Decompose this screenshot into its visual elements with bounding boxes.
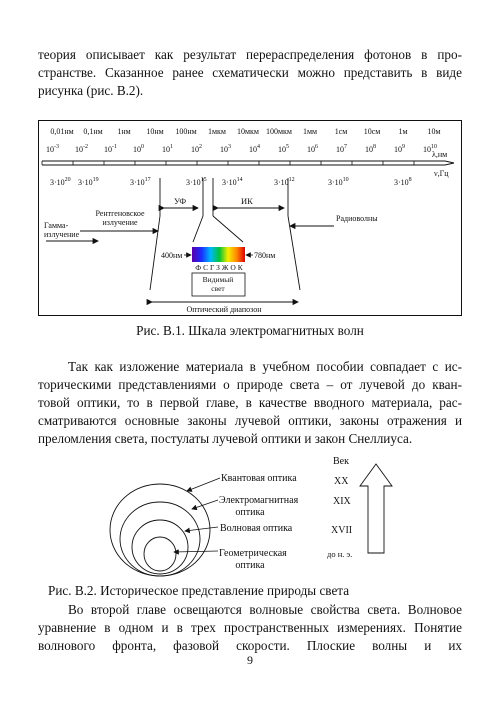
wavelength-power-label: $10^4$: [249, 144, 260, 154]
frequency-label: $3\cdot 10^{12}$: [274, 177, 295, 187]
century-header: Век: [333, 456, 349, 467]
wavelength-power-label: $10^5$: [278, 144, 289, 154]
wavelength-label: 1мм: [302, 127, 318, 136]
visible-label-1: Видимый: [202, 275, 234, 284]
xray-label-2: излучение: [102, 218, 138, 227]
frequency-label: $3\cdot 10^{20}$: [50, 177, 71, 187]
geometric-optics-label-2: оптика: [235, 560, 265, 571]
wavelength-power-label: $10^7$: [336, 144, 347, 154]
frequency-label: $3\cdot 10^{17}$: [130, 177, 151, 187]
text-line: Так как изложение материала в учебном пособии совпадает с ис-: [68, 359, 462, 374]
text-line: товой оптики, то в первой главе, в качестве вводного материала, рас-: [38, 395, 462, 410]
wavelength-power-label: $10^{-1}$: [104, 144, 117, 154]
bottom-paragraph: [38, 601, 462, 655]
wavelength-power-label: $10^2$: [191, 144, 202, 154]
wavelength-power-label: $10^6$: [307, 144, 318, 154]
optical-range-label: Оптический диапозон: [186, 305, 262, 314]
wavelength-power-label: $10^8$: [365, 144, 376, 154]
wavelength-power-label: $10^9$: [394, 144, 405, 154]
wavelength-label: 1см: [334, 127, 348, 136]
gamma-label-2: излучение: [44, 230, 80, 239]
text-line: уравнение в одном и в трех пространственных измерениях. Понятие: [38, 620, 462, 635]
frequency-label: $3\cdot 10^{10}$: [328, 177, 349, 187]
wavelength-power-label: $10^{10}$: [423, 144, 437, 154]
lambda-unit: λ,нм: [432, 150, 448, 159]
text-line: рисунка (рис. В.2).: [38, 83, 144, 98]
wavelength-label: 10см: [363, 127, 381, 136]
text-line: странстве. Сказанное ранее схематически можно представить в виде: [38, 65, 462, 80]
wavelength-label: 1м: [398, 127, 408, 136]
century-xix: XIX: [333, 496, 351, 507]
figure2-caption: Рис. В.2. Историческое представление природы света: [48, 583, 350, 598]
ir-label: ИК: [241, 196, 253, 206]
wavelength-power-label: $10^{-2}$: [75, 144, 88, 154]
uv-label: УФ: [174, 196, 187, 206]
nu-unit: ν,Гц: [434, 169, 449, 178]
wavelength-power-label: $10^3$: [220, 144, 231, 154]
text-line: торическими представлениями о природе света – от лучевой до кван-: [38, 377, 462, 392]
wavelength-power-label: $10^{-3}$: [46, 144, 59, 154]
scale-ticks: [42, 161, 414, 165]
wavelength-top-labels: [50, 127, 440, 136]
century-xx: XX: [334, 476, 349, 487]
wavelength-exponent-labels: [46, 144, 437, 154]
page-number: 9: [247, 653, 253, 667]
century-bc: до н. э.: [327, 549, 353, 559]
up-arrow-icon: [360, 464, 392, 553]
history-figure: [90, 448, 410, 578]
text-line: теория описывает как результат перераспределения фотонов в про-: [38, 47, 462, 62]
frequency-labels: [50, 177, 412, 187]
wavelength-label: 10мкм: [236, 127, 260, 136]
frequency-label: $3\cdot 10^8$: [394, 177, 412, 187]
wavelength-power-label: $10^1$: [162, 144, 173, 154]
wavelength-label: 1нм: [117, 127, 131, 136]
middle-paragraph: [38, 358, 462, 448]
em-optics-label-2: оптика: [235, 507, 265, 518]
text-line: преломления света, постулаты лучевой оптики и закон Снеллиуса.: [38, 431, 413, 446]
quantum-optics-label: Квантовая оптика: [221, 473, 297, 484]
nm780-label: 780нм: [254, 251, 276, 260]
wave-optics-label: Волновая оптика: [220, 523, 293, 534]
frequency-label: $3\cdot 10^{15}$: [186, 177, 207, 187]
wavelength-label: 100мкм: [265, 127, 293, 136]
gamma-label-1: Гамма-: [44, 221, 69, 230]
wavelength-label: 100нм: [175, 127, 197, 136]
frequency-label: $3\cdot 10^{19}$: [78, 177, 99, 187]
em-scale-figure: [38, 120, 462, 316]
radio-label: Радиоволны: [336, 214, 378, 223]
visible-spectrum-band: [192, 247, 245, 262]
wavelength-label: 0,01нм: [50, 127, 74, 136]
frequency-label: $3\cdot 10^{14}$: [222, 177, 243, 187]
em-optics-label-1: Электромагнитная: [219, 495, 299, 506]
text-line: сматриваются основные законы лучевой оптики, законы отражения и: [38, 413, 462, 428]
geometric-optics-label-1: Геометрическая: [219, 548, 287, 559]
wavelength-label: 0,1нм: [83, 127, 103, 136]
spectrum-colors-label: Ф С Г З Ж О К: [195, 263, 243, 272]
figure1-caption: Рис. В.1. Шкала электромагнитных волн: [136, 323, 364, 338]
century-xvii: XVII: [331, 525, 353, 536]
nm400-label: 400нм: [161, 251, 183, 260]
text-line: Во второй главе освещаются волновые свойства света. Волновое: [68, 602, 462, 617]
xray-label-1: Рентгеновское: [95, 209, 145, 218]
visible-label-2: свет: [211, 284, 225, 293]
wavelength-label: 10нм: [146, 127, 164, 136]
wavelength-label: 1мкм: [207, 127, 227, 136]
text-line: волнового фронта, фазовой скорости. Плоские волны и их: [38, 638, 462, 653]
wavelength-label: 10м: [427, 127, 441, 136]
leader-lines: [174, 478, 220, 552]
top-paragraph: [38, 46, 462, 100]
wavelength-power-label: $10^0$: [133, 144, 144, 154]
